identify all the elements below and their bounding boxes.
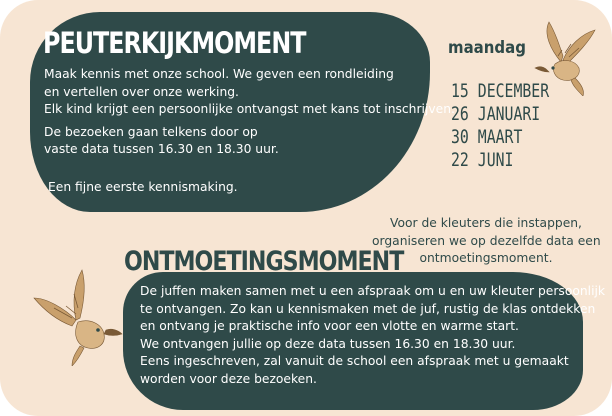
- ontmoetingsmoment-title: ONTMOETINGSMOMENT: [124, 246, 404, 277]
- ontmoetingsmoment-line: De juffen maken samen met u een afspraak om u en uw kleuter persoonlijk: [140, 284, 606, 298]
- ontmoetingsmoment-line: Eens ingeschreven, zal vanuit de school een afspraak met u gemaakt: [140, 354, 569, 368]
- kleuters-line: ontmoetingsmoment.: [419, 251, 553, 265]
- schedule-date: 22 JUNI: [451, 149, 514, 171]
- bird-icon: [525, 20, 597, 96]
- ontmoetingsmoment-text: [140, 283, 605, 388]
- ontmoetingsmoment-line: worden voor deze bezoeken.: [140, 371, 317, 386]
- peuterkijkmoment-intro: [44, 66, 455, 159]
- schedule-date: 26 JANUARI: [451, 103, 541, 125]
- schedule-date: 15 DECEMBER: [451, 80, 550, 102]
- kleuters-line: organiseren we op dezelfde data een: [372, 233, 601, 248]
- visit-line: De bezoeken gaan telkens door op: [44, 124, 258, 139]
- schedule-day: maandag: [448, 38, 526, 58]
- visit-line: vaste data tussen 16.30 en 18.30 uur.: [44, 142, 279, 156]
- ontmoetingsmoment-line: te ontvangen. Zo kan u kennismaken met de juf, rustig de klas ontdekken: [140, 301, 596, 316]
- closing-text: Een fijne eerste kennismaking.: [48, 180, 238, 194]
- ontmoetingsmoment-line: We ontvangen jullie op deze data tussen 16.30 en 18.30 uur.: [140, 336, 516, 351]
- intro-line: Maak kennis met onze school. We geven een rondleiding: [44, 67, 394, 81]
- schedule-date: 30 MAART: [451, 126, 523, 148]
- kleuters-line: Voor de kleuters die instappen,: [390, 216, 582, 230]
- ontmoetingsmoment-line: en ontvang je praktische info voor een vlotte en warme start.: [140, 319, 519, 333]
- intro-line: Elk kind krijgt een persoonlijke ontvangst met kans tot inschrijven.: [44, 102, 455, 116]
- bird-icon: [32, 268, 124, 366]
- intro-line: en vertellen over onze werking.: [44, 84, 239, 99]
- peuterkijkmoment-title: PEUTERKIJKMOMENT: [43, 26, 306, 60]
- kleuters-note: [372, 215, 600, 268]
